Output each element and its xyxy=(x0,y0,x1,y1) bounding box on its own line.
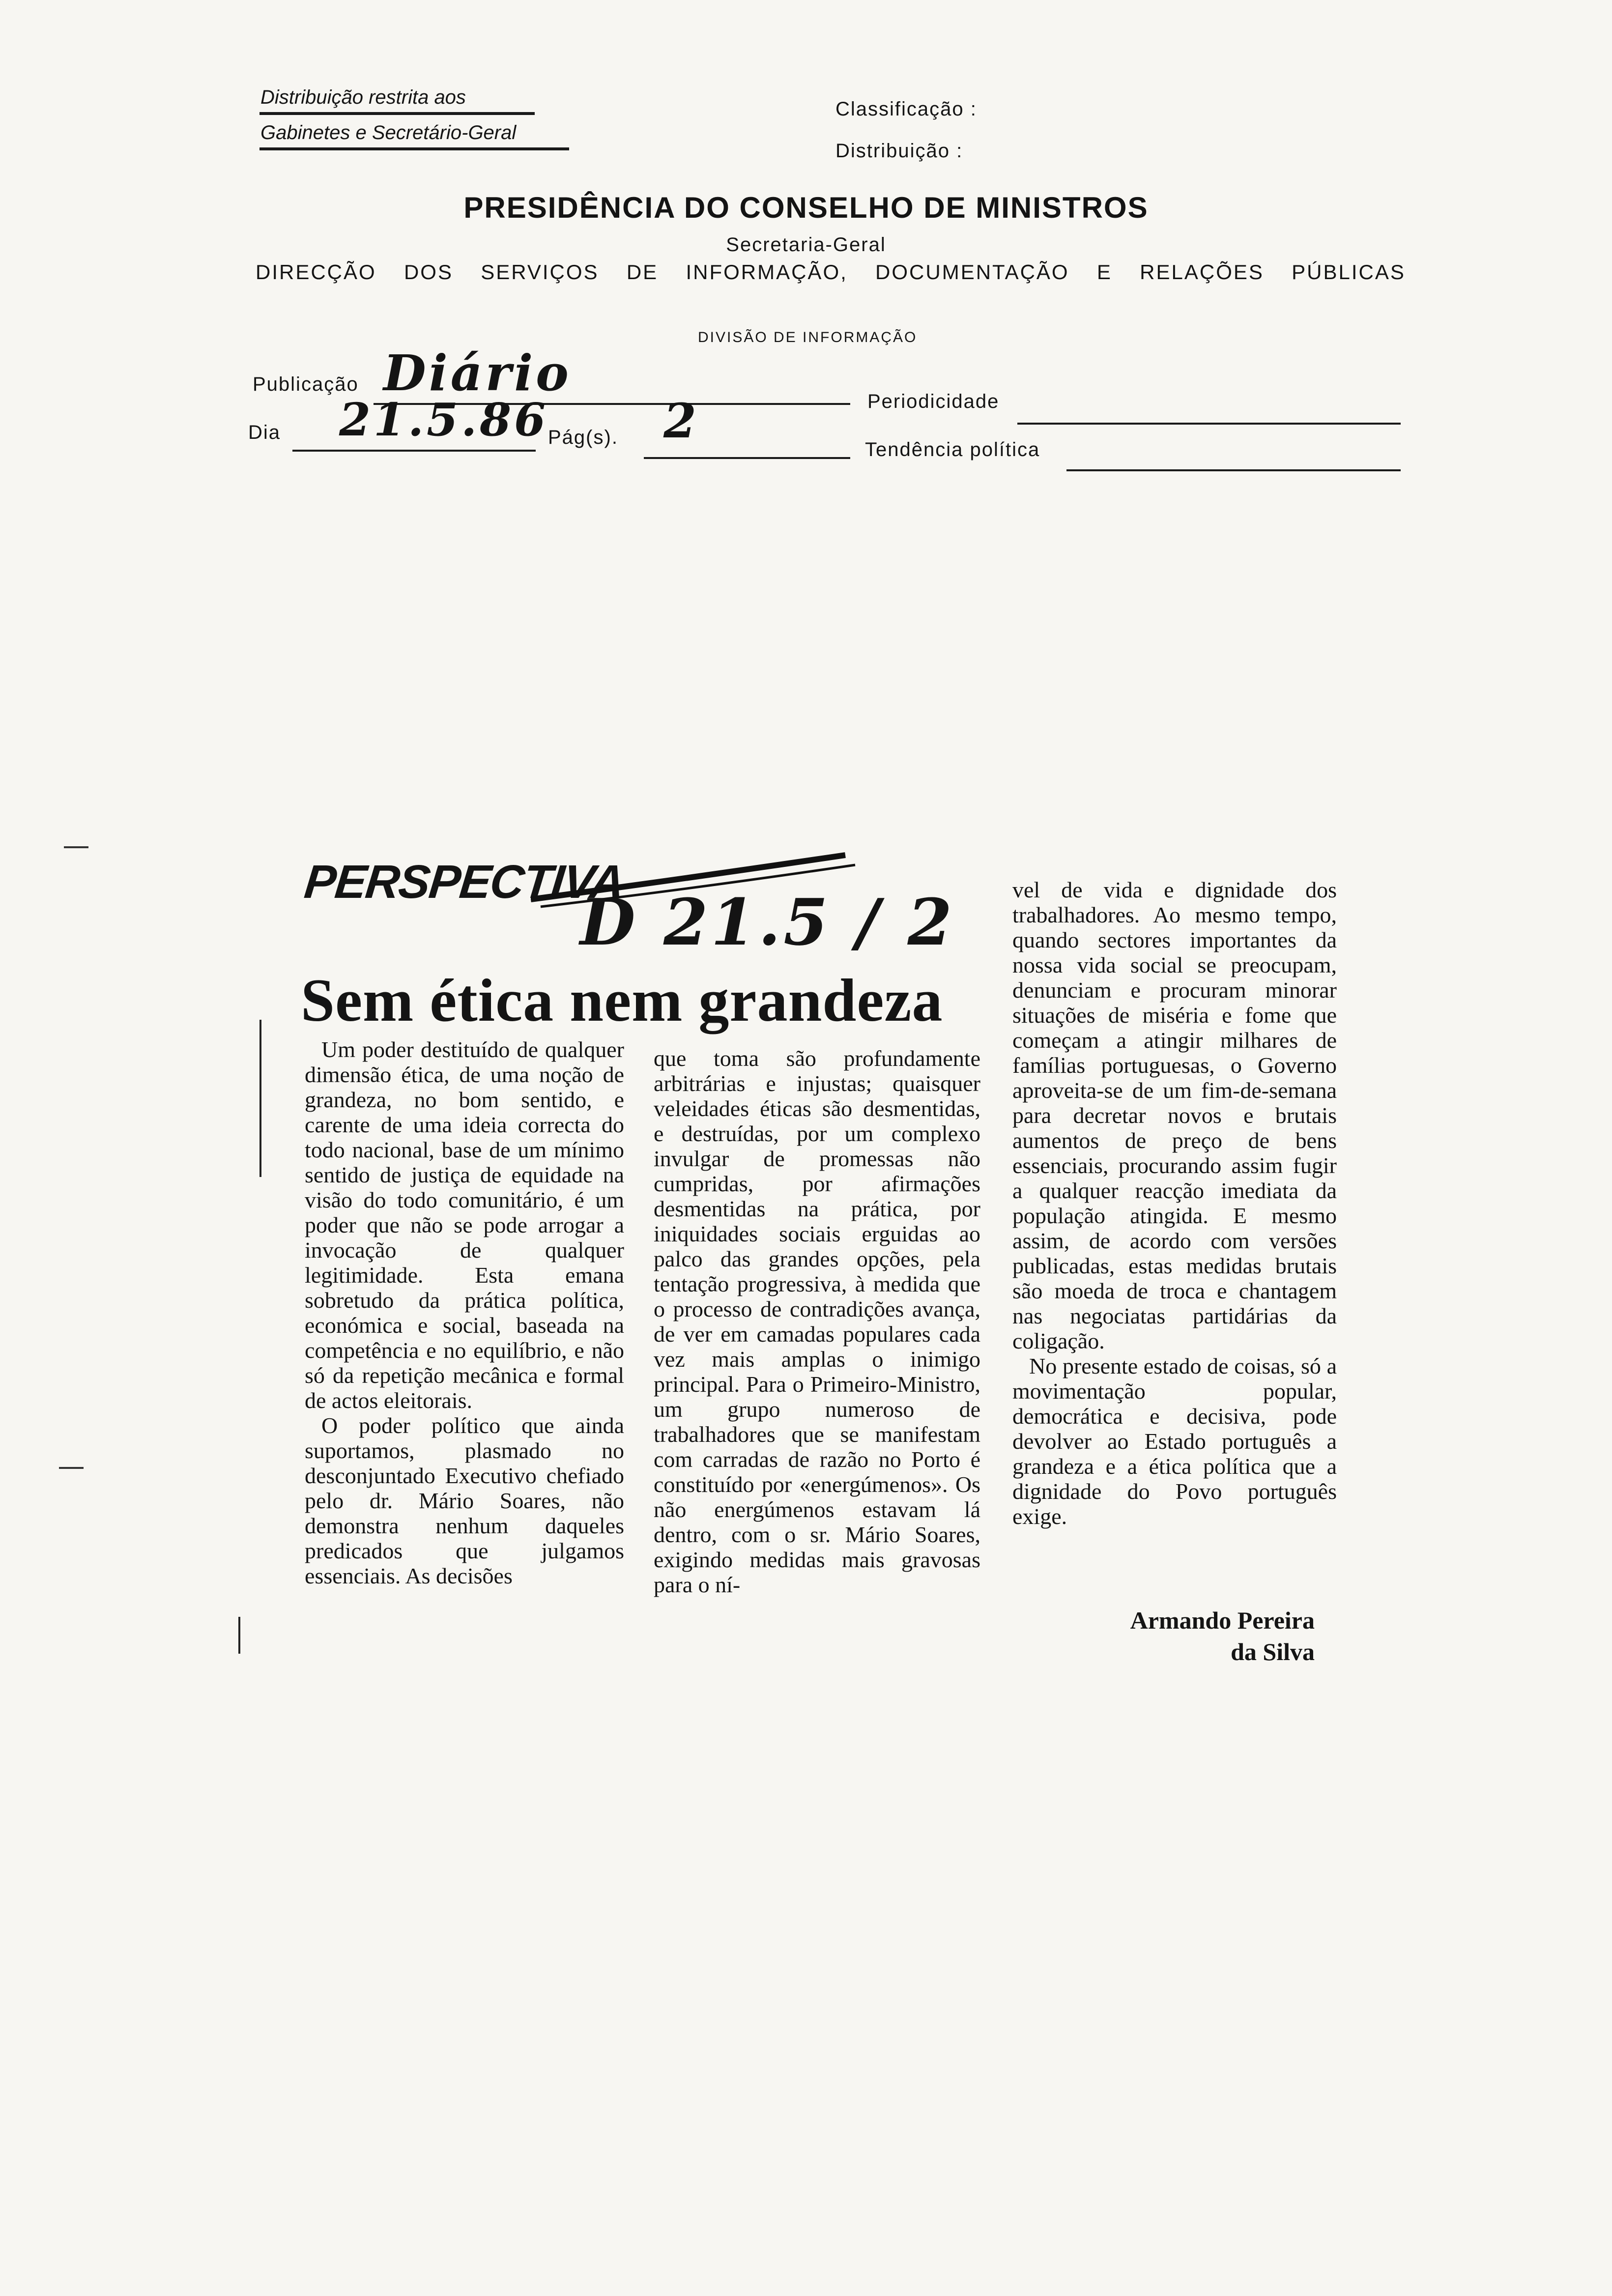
article-headline: Sem ética nem grandeza xyxy=(301,967,943,1034)
periodicidade-underline xyxy=(1017,423,1401,425)
pags-handwritten-value: 2 xyxy=(663,393,699,449)
clipping-left-edge xyxy=(259,1020,261,1177)
article-column-1 xyxy=(305,1037,624,1588)
distribuicao-label: Distribuição : xyxy=(835,140,963,162)
direccao-word: PÚBLICAS xyxy=(1292,260,1406,284)
article-paragraph: vel de vida e dignidade dos trabalhadores. Ao mesmo tempo, quando sectores importantes da nossa vida social se preocupam, denunciam e procuram minorar situações de miséria e fome que começam a atingir milhares de famílias portuguesas, o Governo aproveita-se de um fim-de-semana para decretar novos e brutais aumentos de preço de bens essenciais, procurando assim fugir a qualquer reacção imediata da população atingida. E mesmo assim, de acordo com versões publicadas, estas medidas brutais são moeda de troca e chantagem nas negociatas partidárias da coligação. xyxy=(1012,877,1337,1353)
margin-mark xyxy=(64,846,88,848)
tendencia-label: Tendência política xyxy=(865,439,1040,460)
restriction-line-1: Distribuição restrita aos xyxy=(260,86,466,108)
restriction-line-2: Gabinetes e Secretário-Geral xyxy=(260,122,517,144)
article-paragraph: Um poder destituído de qualquer dimensão ética, de uma noção de grandeza, no bom sentido, e carente de uma ideia correcta do todo nacional, base de um mínimo sentido de justiça de equidade na visão do todo comunitário, é um poder que não se pode arrogar a invocação de qualquer legitimidade. Esta emana sobretudo da prática política, económica e social, baseada na competência e no equilíbrio, e não só da repetição mecânica e formal de actos eleitorais. xyxy=(305,1037,624,1413)
direccao-word: E xyxy=(1096,260,1112,284)
restriction-underline-1 xyxy=(259,112,535,115)
publicacao-handwritten-value: Diário xyxy=(383,344,572,402)
clipping-left-edge-lower xyxy=(238,1617,240,1654)
section-masthead: PERSPECTIVA xyxy=(302,856,627,908)
direccao-word: SERVIÇOS xyxy=(481,260,599,284)
author-line-2: da Silva xyxy=(1231,1638,1315,1665)
article-paragraph: que toma são profundamente arbitrárias e injustas; quaisquer veleidades éticas são desmentidas, e destruídas, por um complexo invulgar de promessas não cumpridas, por afirmações desmentidas na prática, por iniquidades sociais erguidas ao palco das grandes opções, pela tentação progressiva, à medida que o processo de contradições avança, de ver em camadas populares cada vez mais amplas o inimigo principal. Para o Primeiro-Ministro, um grupo numeroso de trabalhadores que se manifestam com carradas de razão no Porto é constituído por «energúmenos». Os não energúmenos estavam lá dentro, com o sr. Mário Soares, exigindo medidas mais gravosas para o ní- xyxy=(654,1046,980,1597)
page-subtitle: Secretaria-Geral xyxy=(726,234,886,256)
direccao-word: DE xyxy=(626,260,659,284)
article-paragraph: O poder político que ainda suportamos, plasmado no desconjuntado Executivo chefiado pelo dr. Mário Soares, não demonstra nenhum daqueles predicados que julgamos essenciais. As decisões xyxy=(305,1413,624,1588)
article-column-3 xyxy=(1012,877,1337,1529)
tendencia-underline xyxy=(1066,469,1401,471)
direccao-word: DOCUMENTAÇÃO xyxy=(875,260,1069,284)
pags-underline xyxy=(644,457,850,459)
handwritten-clipping-note: D 21.5 / 2 xyxy=(580,885,955,960)
classificacao-label: Classificação : xyxy=(835,98,977,120)
article-author xyxy=(1032,1605,1315,1667)
periodicidade-label: Periodicidade xyxy=(867,391,1000,412)
direccao-word: RELAÇÕES xyxy=(1140,260,1264,284)
direccao-line xyxy=(256,260,1406,284)
direccao-word: DOS xyxy=(403,260,453,284)
page-title: PRESIDÊNCIA DO CONSELHO DE MINISTROS xyxy=(463,191,1149,224)
dia-label: Dia xyxy=(248,422,281,443)
margin-mark xyxy=(59,1467,84,1469)
divisao-label: DIVISÃO DE INFORMAÇÃO xyxy=(698,329,918,345)
publicacao-label: Publicação xyxy=(253,373,359,395)
restriction-underline-2 xyxy=(259,147,569,150)
direccao-word: INFORMAÇÃO, xyxy=(686,260,848,284)
author-line-1: Armando Pereira xyxy=(1130,1607,1315,1634)
dia-handwritten-value: 21.5.86 xyxy=(339,393,549,446)
article-column-2 xyxy=(654,1046,980,1597)
article-paragraph: No presente estado de coisas, só a movimentação popular, democrática e decisiva, pode devolver ao Estado português a grandeza e a ética política que a dignidade do Povo português exige. xyxy=(1012,1353,1337,1529)
direccao-word: DIRECÇÃO xyxy=(256,260,376,284)
pags-label: Pág(s). xyxy=(548,427,618,448)
dia-underline xyxy=(292,450,536,452)
